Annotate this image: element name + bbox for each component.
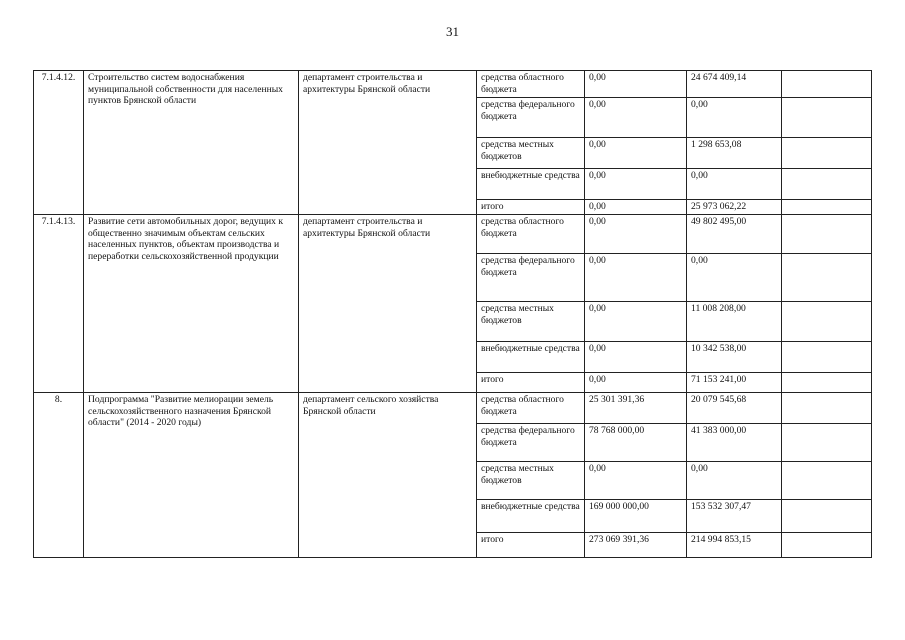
funding-source: средства федерального бюджета xyxy=(477,98,585,138)
funding-source-total: итого xyxy=(477,200,585,215)
section-name: Подпрограмма "Развитие мелиорации земель сельскохозяйственного назначения Брянской области" (2014 - 2020 годы) xyxy=(84,393,299,558)
amount-col-2: 0,00 xyxy=(687,169,782,200)
funding-source: средства федерального бюджета xyxy=(477,254,585,302)
amount-col-2: 1 298 653,08 xyxy=(687,138,782,169)
section-number: 7.1.4.12. xyxy=(34,71,84,215)
amount-col-1: 273 069 391,36 xyxy=(585,533,687,558)
funding-source: внебюджетные средства xyxy=(477,342,585,373)
empty-cell xyxy=(782,71,872,98)
funding-source: средства областного бюджета xyxy=(477,393,585,424)
section-number: 8. xyxy=(34,393,84,558)
funding-source: средства областного бюджета xyxy=(477,215,585,254)
budget-table xyxy=(33,70,872,558)
funding-source: средства местных бюджетов xyxy=(477,462,585,500)
amount-col-2: 71 153 241,00 xyxy=(687,373,782,393)
amount-col-2: 0,00 xyxy=(687,254,782,302)
empty-cell xyxy=(782,169,872,200)
empty-cell xyxy=(782,393,872,424)
funding-source: средства местных бюджетов xyxy=(477,302,585,342)
amount-col-1: 0,00 xyxy=(585,98,687,138)
amount-col-2: 49 802 495,00 xyxy=(687,215,782,254)
funding-source: внебюджетные средства xyxy=(477,500,585,533)
table-row xyxy=(34,71,872,98)
funding-source: средства федерального бюджета xyxy=(477,424,585,462)
amount-col-1: 0,00 xyxy=(585,462,687,500)
section-executor: департамент строительства и архитектуры Брянской области xyxy=(299,71,477,215)
funding-source-total: итого xyxy=(477,533,585,558)
amount-col-2: 25 973 062,22 xyxy=(687,200,782,215)
amount-col-1: 0,00 xyxy=(585,200,687,215)
amount-col-1: 78 768 000,00 xyxy=(585,424,687,462)
section-executor: департамент сельского хозяйства Брянской области xyxy=(299,393,477,558)
amount-col-1: 0,00 xyxy=(585,254,687,302)
amount-col-1: 0,00 xyxy=(585,302,687,342)
funding-source-total: итого xyxy=(477,373,585,393)
empty-cell xyxy=(782,342,872,373)
amount-col-2: 214 994 853,15 xyxy=(687,533,782,558)
amount-col-2: 41 383 000,00 xyxy=(687,424,782,462)
amount-col-2: 0,00 xyxy=(687,98,782,138)
amount-col-1: 25 301 391,36 xyxy=(585,393,687,424)
empty-cell xyxy=(782,254,872,302)
empty-cell xyxy=(782,138,872,169)
funding-source: внебюджетные средства xyxy=(477,169,585,200)
amount-col-1: 0,00 xyxy=(585,342,687,373)
empty-cell xyxy=(782,500,872,533)
amount-col-2: 153 532 307,47 xyxy=(687,500,782,533)
section-number: 7.1.4.13. xyxy=(34,215,84,393)
amount-col-1: 0,00 xyxy=(585,215,687,254)
amount-col-2: 24 674 409,14 xyxy=(687,71,782,98)
table-row xyxy=(34,215,872,254)
amount-col-1: 0,00 xyxy=(585,71,687,98)
empty-cell xyxy=(782,462,872,500)
amount-col-2: 10 342 538,00 xyxy=(687,342,782,373)
empty-cell xyxy=(782,200,872,215)
funding-source: средства областного бюджета xyxy=(477,71,585,98)
amount-col-1: 0,00 xyxy=(585,373,687,393)
empty-cell xyxy=(782,98,872,138)
amount-col-2: 20 079 545,68 xyxy=(687,393,782,424)
section-name: Развитие сети автомобильных дорог, ведущих к общественно значимым объектам сельских населенных пунктов, объектам производства и переработки сельскохозяйственной продукции xyxy=(84,215,299,393)
empty-cell xyxy=(782,215,872,254)
amount-col-2: 11 008 208,00 xyxy=(687,302,782,342)
section-executor: департамент строительства и архитектуры Брянской области xyxy=(299,215,477,393)
empty-cell xyxy=(782,533,872,558)
empty-cell xyxy=(782,424,872,462)
empty-cell xyxy=(782,302,872,342)
page-number: 31 xyxy=(446,24,459,39)
amount-col-2: 0,00 xyxy=(687,462,782,500)
funding-source: средства местных бюджетов xyxy=(477,138,585,169)
section-name: Строительство систем водоснабжения муниципальной собственности для населенных пунктов Брянской области xyxy=(84,71,299,215)
amount-col-1: 0,00 xyxy=(585,169,687,200)
amount-col-1: 169 000 000,00 xyxy=(585,500,687,533)
empty-cell xyxy=(782,373,872,393)
amount-col-1: 0,00 xyxy=(585,138,687,169)
table-row xyxy=(34,393,872,424)
